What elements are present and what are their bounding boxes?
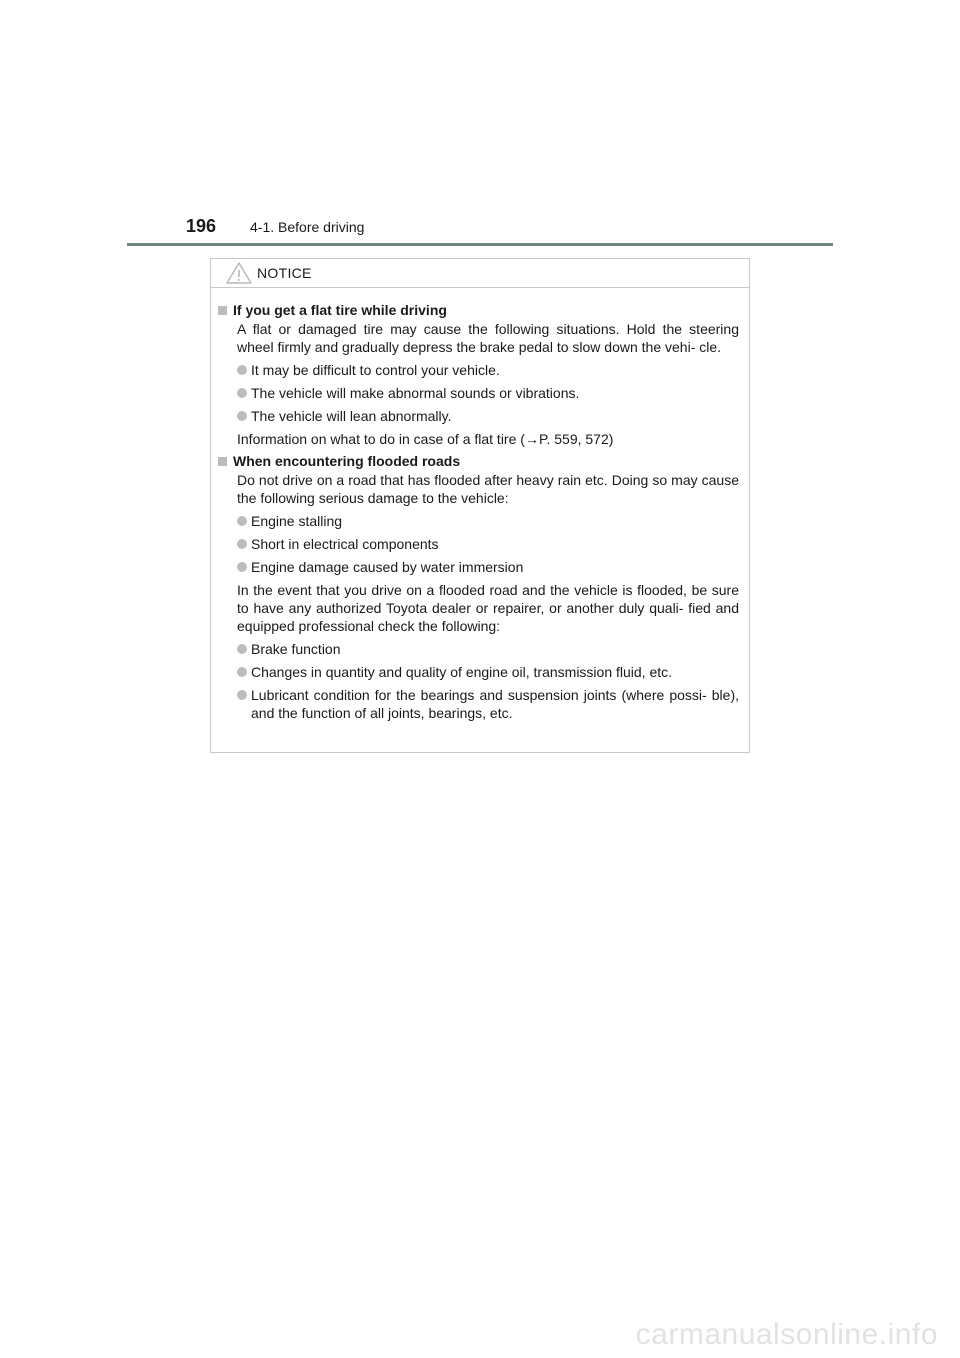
notice-header [211, 259, 749, 288]
circle-bullet-icon [237, 690, 247, 700]
list-item: Brake function [218, 640, 739, 658]
section-followup: In the event that you drive on a flooded road and the vehicle is flooded, be sure to have any authorized Toyota dealer or repairer, or another duly quali- fied and equipped professional check the following: [237, 582, 739, 634]
arrow-right-icon: → [524, 431, 539, 447]
circle-bullet-icon [237, 539, 247, 549]
flat-tire-reference: Information on what to do in case of a flat tire (→P. 559, 572) [237, 431, 614, 447]
notice-body [211, 288, 749, 722]
page-number: 196 [186, 216, 217, 236]
warning-triangle-icon [225, 261, 253, 285]
section-intro: A flat or damaged tire may cause the following situations. Hold the steering wheel firmly and gradually depress the brake pedal to slow down the vehi- cle. [237, 321, 739, 355]
page-reference-link[interactable]: P. 559, 572) [538, 431, 614, 447]
section-intro: Do not drive on a road that has flooded after heavy rain etc. Doing so may cause the following serious damage to the vehicle: [237, 472, 739, 506]
circle-bullet-icon [237, 516, 247, 526]
page-header [186, 216, 364, 242]
section-heading-text: If you get a flat tire while driving [233, 302, 447, 318]
watermark: carmanualsonline.info [635, 1318, 938, 1351]
list-item: Engine damage caused by water immersion [218, 558, 739, 576]
square-bullet-icon [218, 457, 227, 466]
section-title: 4-1. Before driving [250, 219, 365, 235]
list-item: The vehicle will make abnormal sounds or vibrations. [218, 384, 739, 402]
section-heading-flooded-roads [218, 452, 739, 470]
notice-box [210, 258, 750, 753]
circle-bullet-icon [237, 644, 247, 654]
list-item: Engine stalling [218, 512, 739, 530]
list-item: Short in electrical components [218, 535, 739, 553]
square-bullet-icon [218, 306, 227, 315]
list-item: It may be difficult to control your vehicle. [218, 361, 739, 379]
circle-bullet-icon [237, 562, 247, 572]
notice-label: NOTICE [257, 265, 312, 281]
circle-bullet-icon [237, 388, 247, 398]
circle-bullet-icon [237, 667, 247, 677]
list-item: Lubricant condition for the bearings and suspension joints (where possi- ble), and the function of all joints, bearings, etc. [218, 686, 739, 722]
list-item: Changes in quantity and quality of engine oil, transmission fluid, etc. [218, 663, 739, 681]
section-heading-flat-tire [218, 301, 739, 319]
header-rule [127, 243, 833, 246]
list-item: The vehicle will lean abnormally. [218, 407, 739, 425]
section-heading-text: When encountering flooded roads [233, 453, 461, 469]
circle-bullet-icon [237, 365, 247, 375]
circle-bullet-icon [237, 411, 247, 421]
